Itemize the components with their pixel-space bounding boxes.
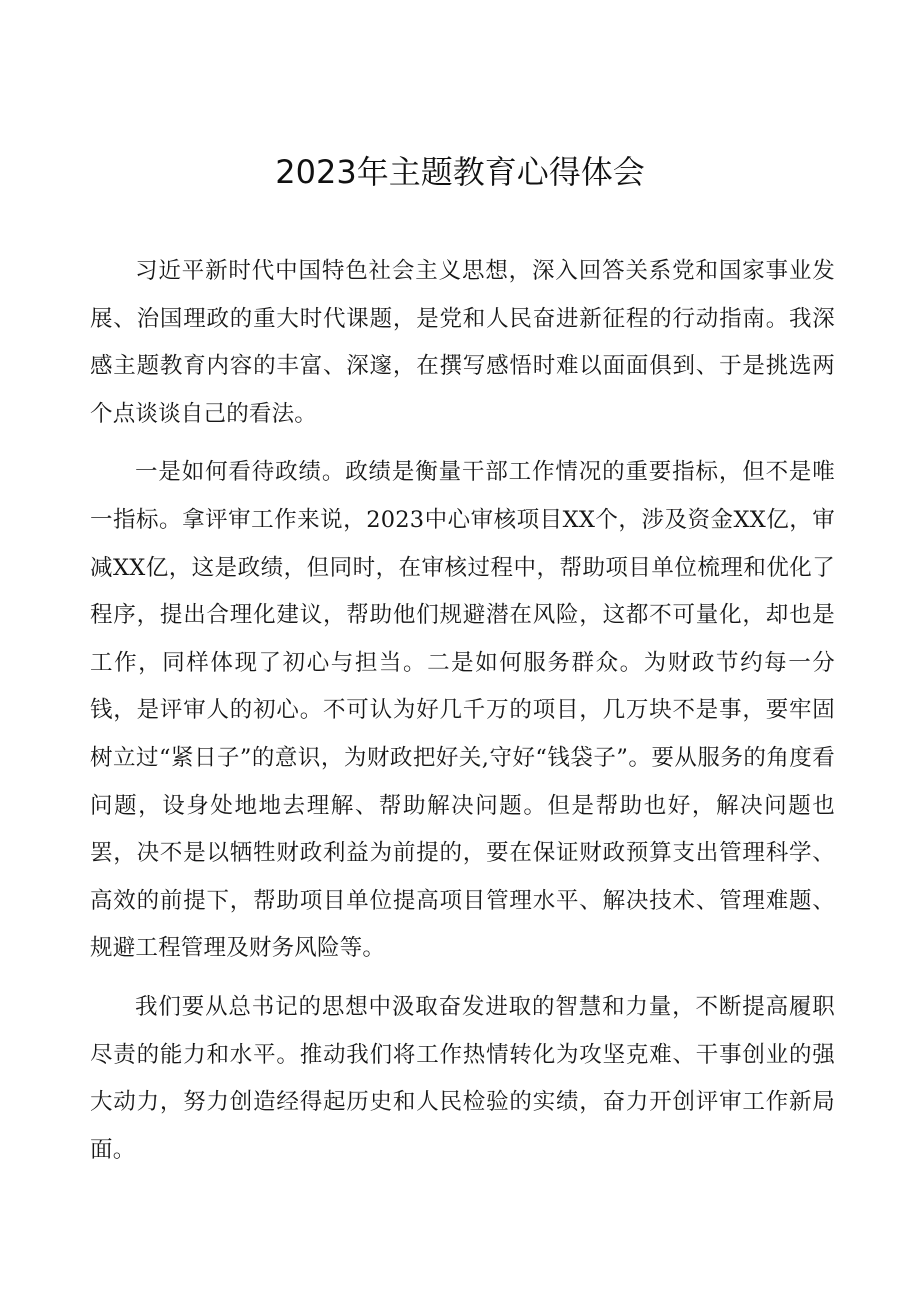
document-body	[90, 248, 835, 1185]
paragraph-conclusion: 我们要从总书记的思想中汲取奋发进取的智慧和力量，不断提高履职尽责的能力和水平。推动我们将工作热情转化为攻坚克难、干事创业的强大动力，努力创造经得起历史和人民检验的实绩，奋力开创评审工作新局面。	[90, 993, 835, 1163]
paragraph-intro: 习近平新时代中国特色社会主义思想，深入回答关系党和国家事业发展、治国理政的重大时代课题，是党和人民奋进新征程的行动指南。我深感主题教育内容的丰富、深邃，在撰写感悟时难以面面俱到、于是挑选两个点谈谈自己的看法。	[90, 258, 835, 427]
paragraph-main: 一是如何看待政绩。政绩是衡量干部工作情况的重要指标，但不是唯一指标。拿评审工作来说，2023中心审核项目XX个，涉及资金XX亿，审减XX亿，这是政绩，但同时，在审核过程中，帮助项目单位梳理和优化了程序，提出合理化建议，帮助他们规避潜在风险，这都不可量化，却也是工作，同样体现了初心与担当。二是如何服务群众。为财政节约每一分钱，是评审人的初心。不可认为好几千万的项目，几万块不是事，要牢固树立过“紧日子”的意识，为财政把好关,守好“钱袋子”。要从服务的角度看问题，设身处地地去理解、帮助解决问题。但是帮助也好，解决问题也罢，决不是以牺牲财政利益为前提的，要在保证财政预算支出管理科学、高效的前提下，帮助项目单位提高项目管理水平、解决技术、管理难题、规避工程管理及财务风险等。	[90, 459, 835, 962]
page-title: 2023年主题教育心得体会	[275, 153, 645, 191]
